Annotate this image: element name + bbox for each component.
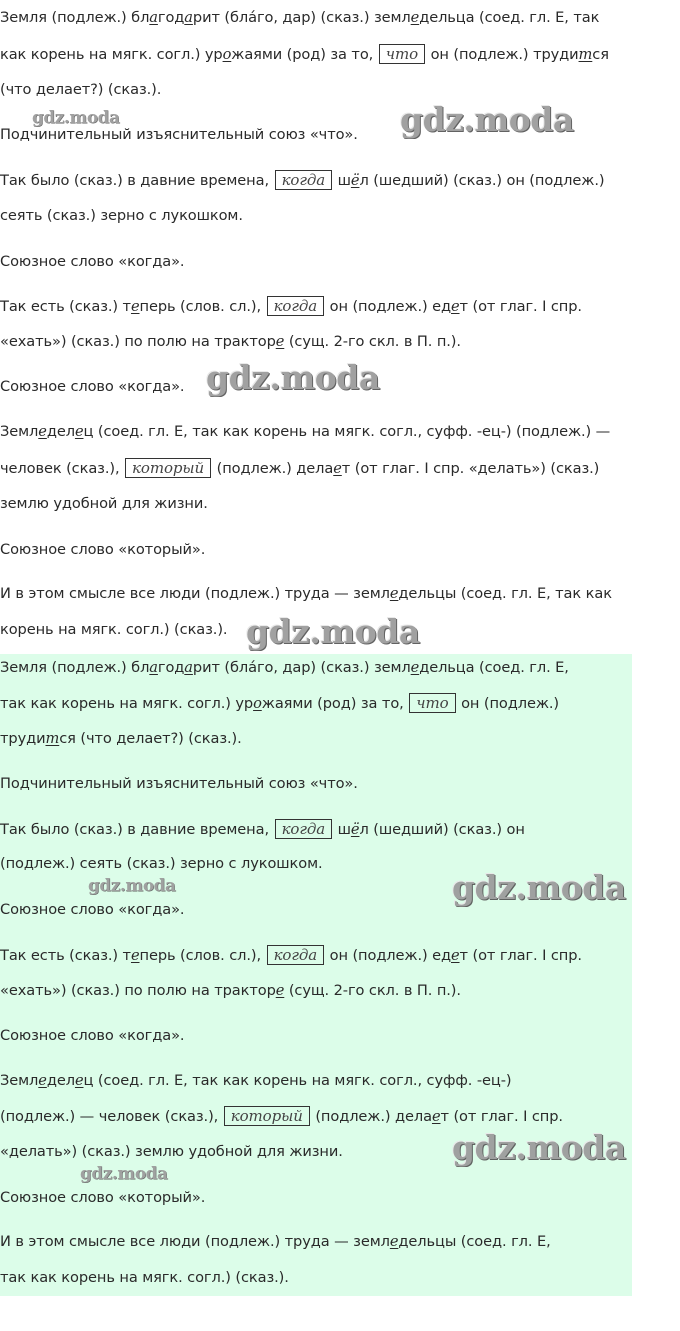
highlighted-letter: е — [130, 947, 140, 964]
text: л (шедший) (сказ.) он — [359, 821, 525, 838]
watermark-logo: gdz.moda — [400, 100, 574, 139]
highlighted-letter: е — [451, 298, 460, 315]
text: (сущ. 2-го скл. в П. п.). — [288, 333, 461, 350]
highlighted-letter: е — [389, 1233, 399, 1250]
text: как корень на мягк. согл.) ур — [0, 46, 223, 63]
text-line: Союзное слово «когда». — [0, 1027, 185, 1044]
text-line — [0, 170, 604, 191]
text: перь (слов. сл.), — [139, 298, 262, 315]
text-line: Союзное слово «который». — [0, 1189, 206, 1206]
text: Земл — [0, 1072, 39, 1089]
text-line — [0, 332, 461, 352]
highlighted-letter: е — [130, 298, 140, 315]
boxed-conjunction: когда — [267, 945, 325, 965]
text-line — [0, 729, 242, 749]
highlighted-letter: е — [38, 423, 47, 440]
text: он (подлеж.) — [461, 695, 560, 712]
text: (подлеж.) — человек (сказ.), — [0, 1108, 219, 1125]
text: ся (что делает?) (сказ.). — [59, 730, 242, 747]
text: он (подлеж.) ед — [329, 298, 451, 315]
text: И в этом смысле все люди (подлеж.) труда — земл — [0, 585, 390, 602]
text: Земл — [0, 423, 39, 440]
highlighted-letter: т — [578, 46, 593, 63]
highlighted-letter: е — [333, 460, 342, 477]
text: жаями (род) за то, — [261, 695, 404, 712]
text: И в этом смысле все люди (подлеж.) труда — земл — [0, 1233, 390, 1250]
highlighted-letter: а — [149, 9, 158, 26]
text: Земля (подлеж.) бл — [0, 9, 150, 26]
highlighted-letter: е — [431, 1108, 441, 1125]
text: л (шедший) (сказ.) он (подлеж.) — [359, 172, 605, 189]
boxed-conjunction: когда — [275, 170, 333, 190]
text: дельцы (соед. гл. Е, так как — [398, 585, 612, 602]
boxed-conjunction: который — [224, 1106, 310, 1126]
text: Так есть (сказ.) т — [0, 298, 131, 315]
text: Земля (подлеж.) бл — [0, 659, 150, 676]
text: он (подлеж.) ед — [329, 947, 451, 964]
text: год — [157, 9, 185, 26]
highlighted-letter: е — [451, 947, 460, 964]
text: Так есть (сказ.) т — [0, 947, 131, 964]
text: т (от глаг. I спр. — [440, 1108, 563, 1125]
watermark-logo: gdz.moda — [32, 108, 120, 128]
text-line: (подлеж.) сеять (сказ.) зерно с лукошком. — [0, 855, 323, 872]
watermark-logo: gdz.moda — [80, 1164, 168, 1184]
text: ц (соед. гл. Е, так как корень на мягк. согл., суфф. -ец-) (подлеж.) — — [83, 423, 611, 440]
text: год — [157, 659, 185, 676]
text: дельца (соед. гл. Е, — [419, 659, 569, 676]
text-line — [0, 658, 569, 678]
text-line: Подчинительный изъяснительный союз «что». — [0, 775, 358, 792]
text: (сущ. 2-го скл. в П. п.). — [288, 982, 461, 999]
highlighted-letter: а — [184, 659, 193, 676]
highlighted-letter: е — [38, 1072, 47, 1089]
text-line — [0, 1106, 563, 1127]
text: рит (бла́го, дар) (сказ.) земл — [192, 659, 411, 676]
text-line — [0, 819, 525, 840]
text-line — [0, 8, 599, 28]
highlighted-letter: е — [410, 659, 420, 676]
text: он (подлеж.) труди — [430, 46, 579, 63]
text-line: Союзное слово «когда». — [0, 378, 185, 395]
text: ц (соед. гл. Е, так как корень на мягк. согл., суфф. -ец-) — [83, 1072, 512, 1089]
text-line — [0, 458, 599, 479]
highlighted-letter: е — [410, 9, 420, 26]
watermark-logo: gdz.moda — [452, 1128, 626, 1167]
text-line — [0, 693, 559, 714]
text-line — [0, 422, 610, 442]
boxed-conjunction: что — [379, 44, 425, 64]
text: Так было (сказ.) в давние времена, — [0, 821, 270, 838]
text: труди — [0, 730, 46, 747]
highlighted-letter: ё — [350, 172, 360, 189]
highlighted-letter: о — [222, 46, 232, 63]
text: т (от глаг. I спр. — [459, 947, 582, 964]
text-line — [0, 44, 609, 65]
highlighted-letter: е — [74, 423, 84, 440]
highlighted-letter: е — [275, 333, 285, 350]
highlighted-letter: а — [184, 9, 193, 26]
text: т (от глаг. I спр. — [459, 298, 582, 315]
text: так как корень на мягк. согл.) ур — [0, 695, 254, 712]
text: т (от глаг. I спр. «делать») (сказ.) — [341, 460, 600, 477]
boxed-conjunction: который — [125, 458, 211, 478]
text-line: Союзное слово «который». — [0, 541, 206, 558]
text: ся — [592, 46, 609, 63]
highlighted-letter: е — [275, 982, 285, 999]
highlighted-letter: ё — [350, 821, 360, 838]
highlighted-letter: е — [389, 585, 399, 602]
text: дел — [46, 1072, 75, 1089]
text: Так было (сказ.) в давние времена, — [0, 172, 270, 189]
text: (подлеж.) дела — [216, 460, 334, 477]
highlighted-letter: о — [253, 695, 262, 712]
answer-section-1 — [0, 0, 680, 654]
text: (подлеж.) дела — [315, 1108, 432, 1125]
text-line: Союзное слово «когда». — [0, 253, 185, 270]
text-line: землю удобной для жизни. — [0, 495, 208, 512]
text: жаями (род) за то, — [231, 46, 374, 63]
highlighted-letter: е — [74, 1072, 84, 1089]
text-line: так как корень на мягк. согл.) (сказ.). — [0, 1269, 289, 1286]
text: «ехать») (сказ.) по полю на трактор — [0, 982, 276, 999]
text-line: Подчинительный изъяснительный союз «что». — [0, 126, 358, 143]
text-line — [0, 1071, 511, 1091]
text: дел — [46, 423, 75, 440]
boxed-conjunction: когда — [275, 819, 333, 839]
text: «ехать») (сказ.) по полю на трактор — [0, 333, 276, 350]
text: перь (слов. сл.), — [139, 947, 262, 964]
text-line: Союзное слово «когда». — [0, 901, 185, 918]
text-line — [0, 584, 612, 604]
text: рит (бла́го, дар) (сказ.) земл — [192, 9, 411, 26]
text-line: «делать») (сказ.) землю удобной для жизни. — [0, 1143, 343, 1160]
text-line: (что делает?) (сказ.). — [0, 81, 162, 98]
text: человек (сказ.), — [0, 460, 120, 477]
text-line: сеять (сказ.) зерно с лукошком. — [0, 207, 243, 224]
highlighted-letter: т — [45, 730, 60, 747]
text-line — [0, 296, 582, 317]
text: ш — [337, 172, 351, 189]
watermark-logo: gdz.moda — [88, 876, 176, 896]
highlighted-letter: а — [149, 659, 158, 676]
watermark-logo: gdz.moda — [452, 868, 626, 907]
answer-section-2 — [0, 654, 632, 1296]
watermark-logo: gdz.moda — [246, 612, 420, 651]
text: дельцы (соед. гл. Е, — [398, 1233, 551, 1250]
text-line — [0, 981, 461, 1001]
text-line — [0, 945, 582, 966]
text-line — [0, 1232, 551, 1252]
text: дельца (соед. гл. Е, так — [419, 9, 600, 26]
watermark-logo: gdz.moda — [206, 358, 380, 397]
text-line: корень на мягк. согл.) (сказ.). — [0, 621, 228, 638]
text: ш — [337, 821, 351, 838]
boxed-conjunction: когда — [267, 296, 325, 316]
boxed-conjunction: что — [409, 693, 455, 713]
